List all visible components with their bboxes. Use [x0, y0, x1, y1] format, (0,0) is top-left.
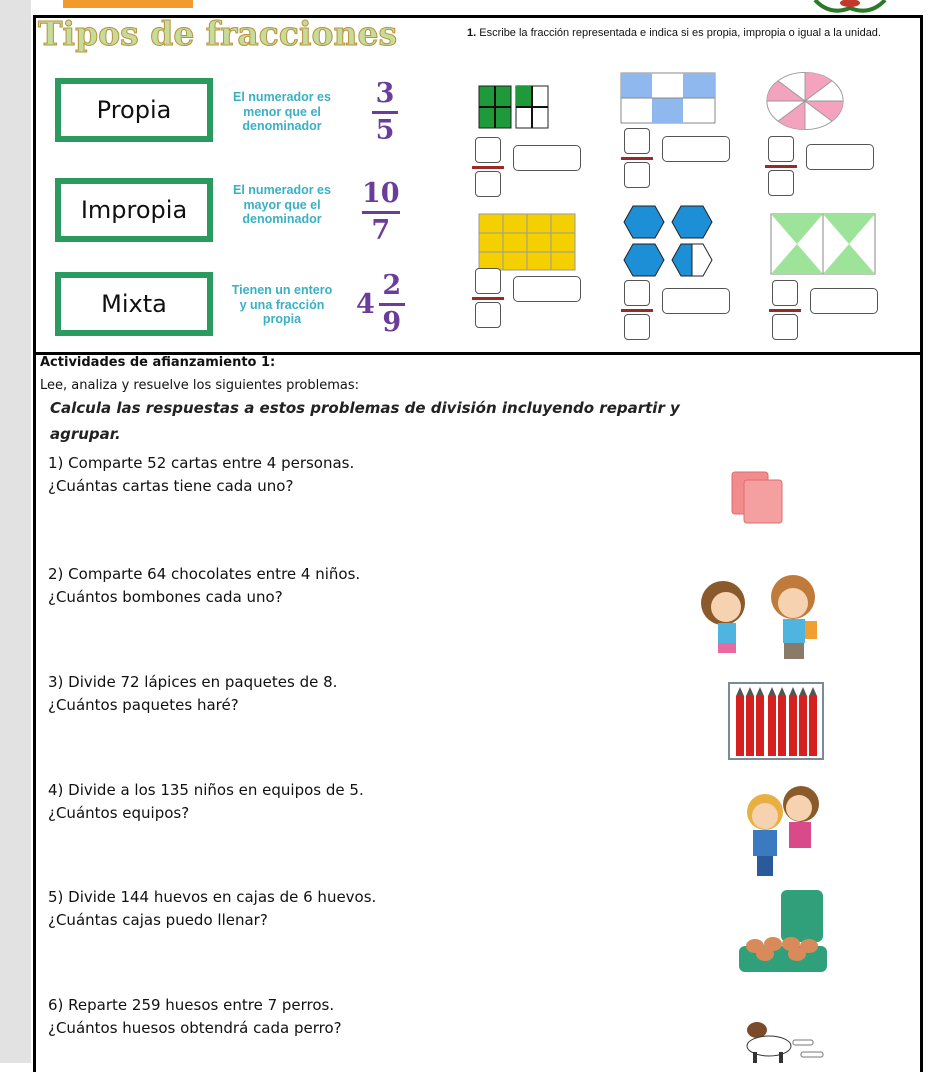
- type-mixed: Mixta: [55, 272, 213, 336]
- playing-cards-icon: [730, 470, 785, 525]
- proper-example: 3 5: [372, 80, 398, 145]
- activities-heading: Actividades de afianzamiento 1:: [40, 355, 276, 370]
- problem-1: 1) Comparte 52 cartas entre 4 personas. ¿Cuántas cartas tiene cada uno?: [48, 454, 355, 495]
- pencils-icon: [728, 682, 824, 760]
- seal-logo: [810, 0, 890, 14]
- mixed-example: 4 2 9: [356, 272, 405, 337]
- logo-left: [63, 0, 193, 8]
- pink-circle-figure: [765, 70, 845, 132]
- children-icon: [688, 575, 838, 665]
- mixed-description: Tienen un entero y una fracción propia: [231, 283, 333, 326]
- yellow-grid-figure: [478, 213, 576, 271]
- activities-subheading: Lee, analiza y resuelve los siguientes problemas:: [40, 378, 360, 393]
- proper-description: El numerador es menor que el denominador: [233, 90, 331, 133]
- intro-line-2: agrupar.: [50, 425, 121, 443]
- egg-carton-icon: [735, 888, 831, 976]
- blue-hexagons-figure: [622, 205, 714, 277]
- type-improper: Impropia: [55, 178, 213, 242]
- problem-4: 4) Divide a los 135 niños en equipos de 5. ¿Cuántos equipos?: [48, 781, 364, 822]
- type-proper: Propia: [55, 78, 213, 142]
- blue-grid-figure: [620, 72, 716, 124]
- problem-6: 6) Reparte 259 huesos entre 7 perros. ¿Cuántos huesos obtendrá cada perro?: [48, 996, 342, 1037]
- exercise-instruction: 1. Escribe la fracción representada e indica si es propia, impropia o igual a la unidad.: [467, 27, 881, 39]
- green-squares-figure: [478, 85, 550, 130]
- green-triangles-figure: [770, 213, 876, 275]
- children-icon: [735, 780, 831, 880]
- intro-line-1: Calcula las respuestas a estos problemas de división incluyendo repartir y: [50, 399, 680, 417]
- problem-2: 2) Comparte 64 chocolates entre 4 niños. ¿Cuántos bombones cada uno?: [48, 565, 361, 606]
- improper-example: 10 7: [362, 178, 400, 246]
- problem-5: 5) Divide 144 huevos en cajas de 6 huevos. ¿Cuántas cajas puedo llenar?: [48, 888, 377, 929]
- improper-description: El numerador es mayor que el denominador: [233, 183, 331, 226]
- section-title: Tipos de fracciones: [38, 14, 398, 53]
- left-margin: [0, 0, 31, 1063]
- dog-icon: [735, 1012, 831, 1063]
- problem-3: 3) Divide 72 lápices en paquetes de 8. ¿Cuántos paquetes haré?: [48, 673, 338, 714]
